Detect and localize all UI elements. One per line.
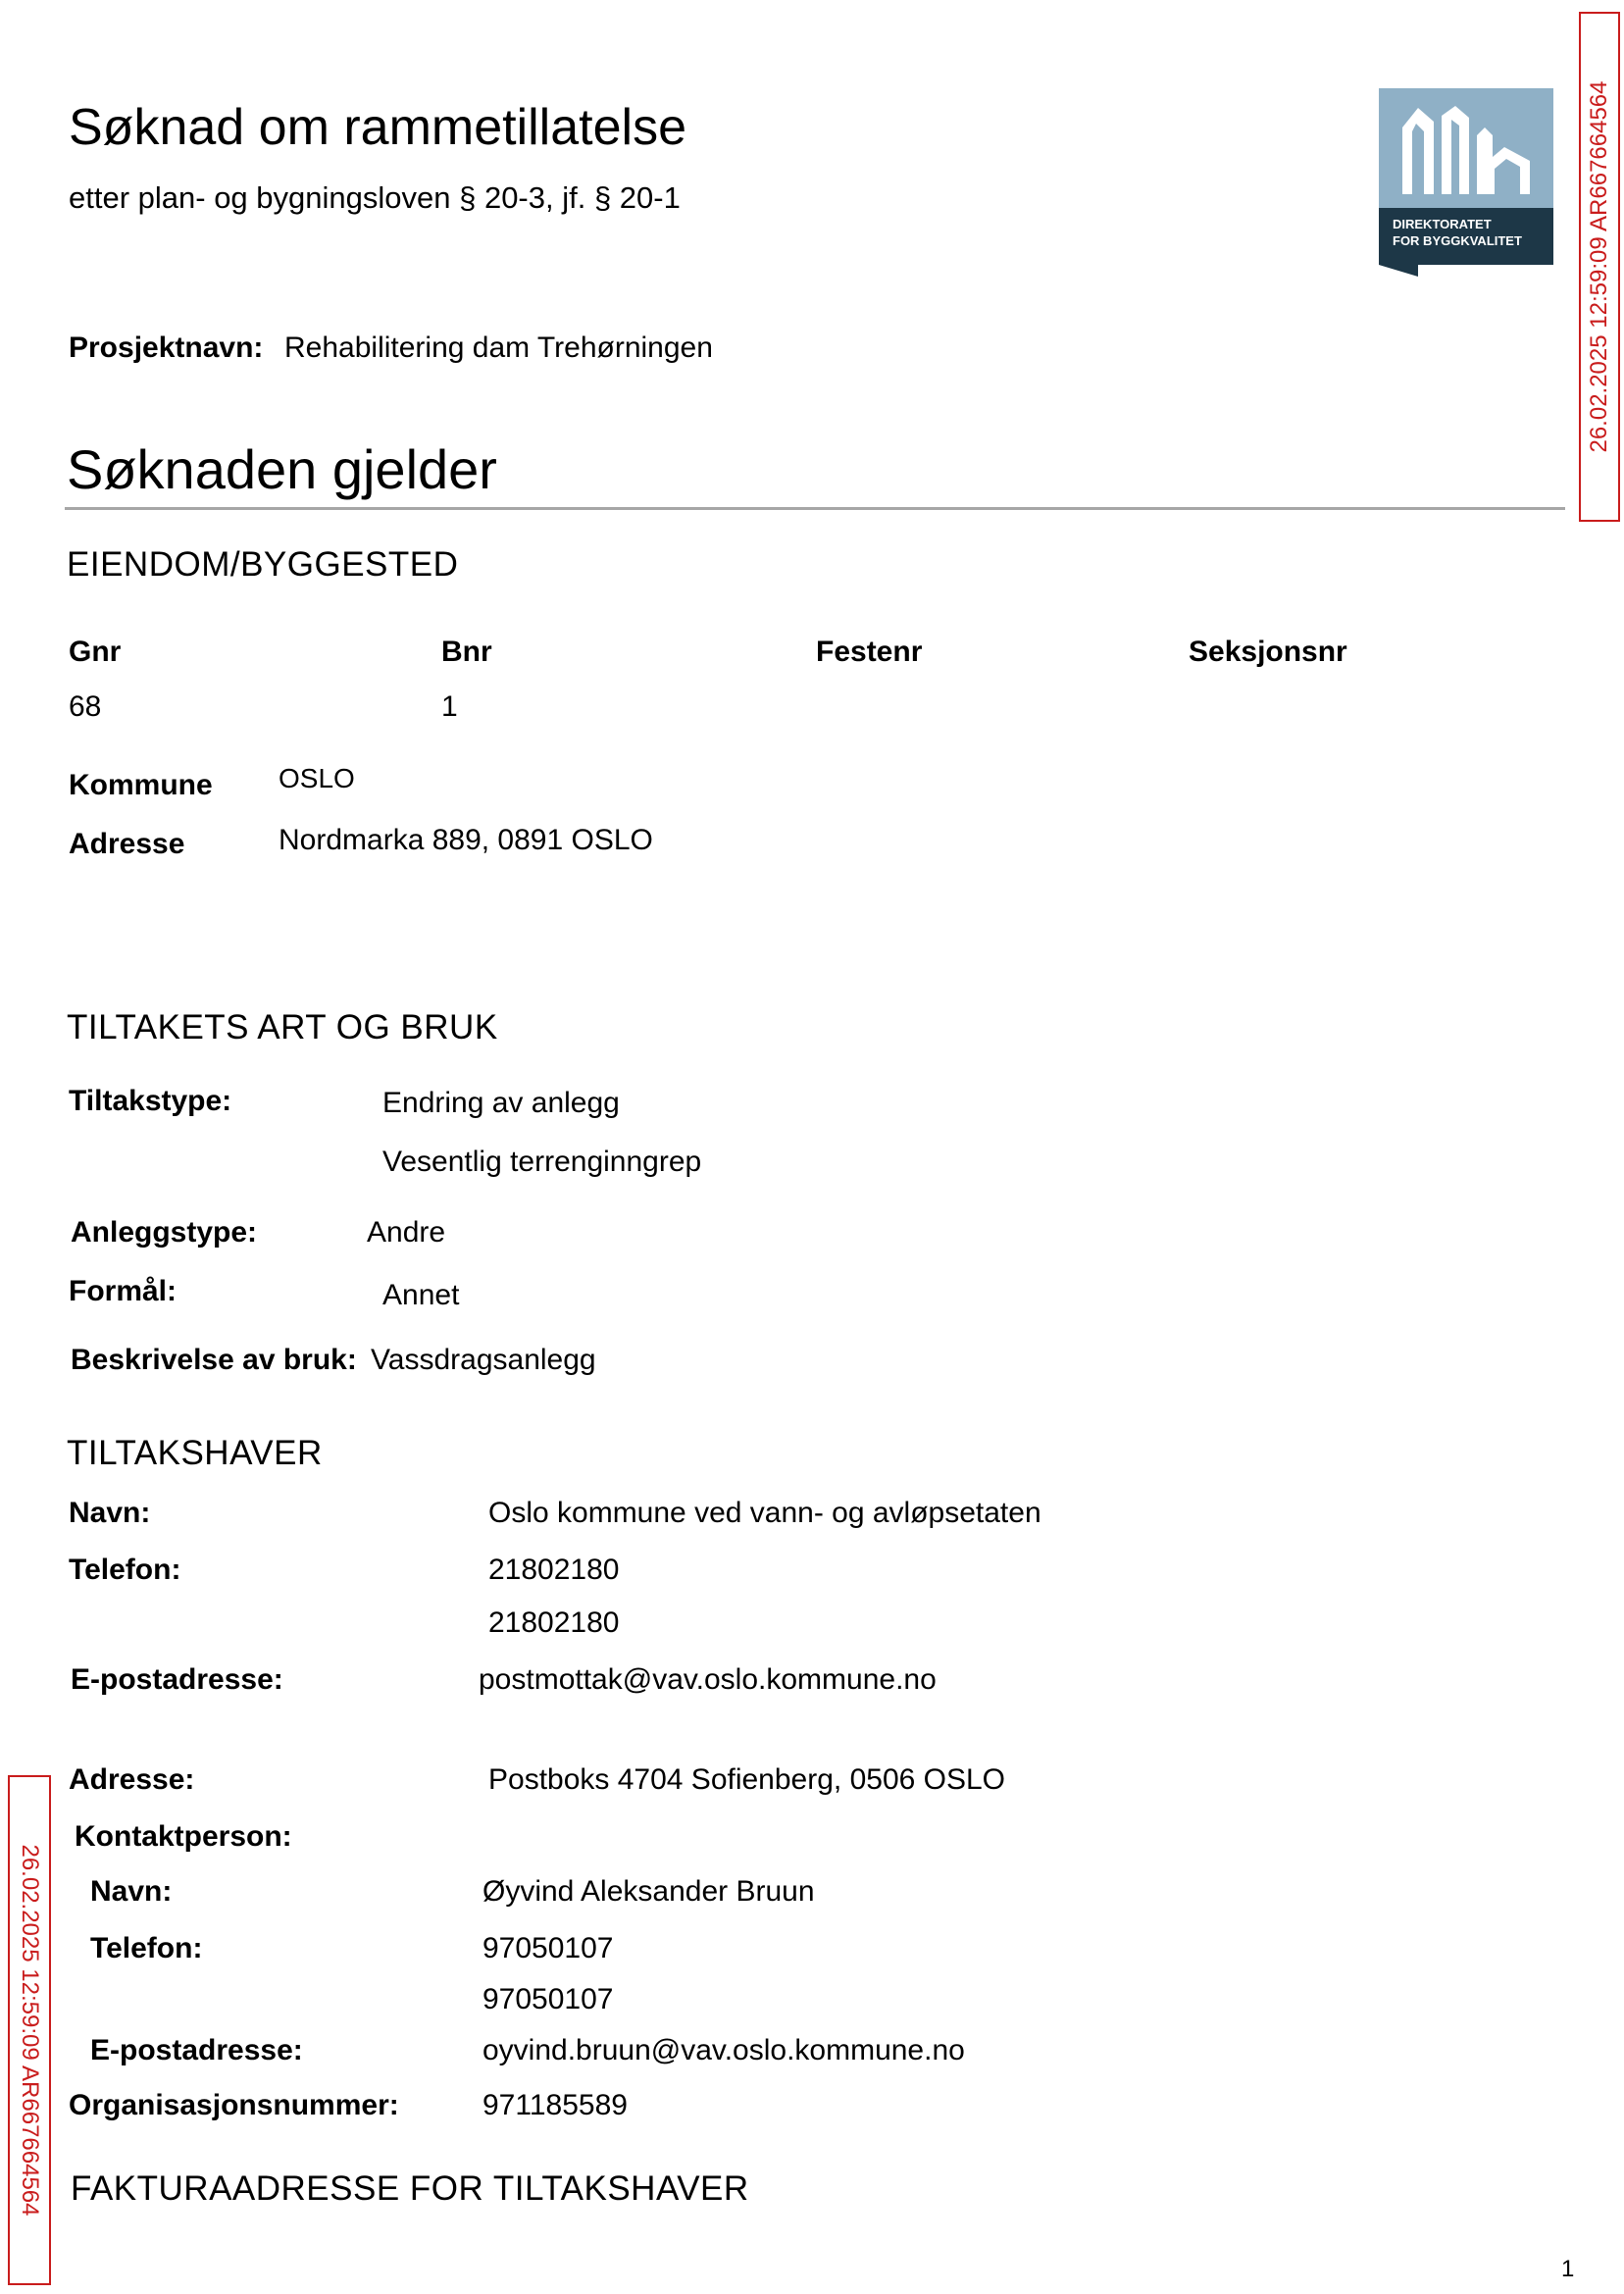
anleggstype-value: Andre <box>367 1216 446 1249</box>
tiltakshaver-adresse-label: Adresse: <box>69 1763 195 1796</box>
dibk-logo <box>1379 88 1553 277</box>
tiltakshaver-epost-value: postmottak@vav.oslo.kommune.no <box>479 1663 937 1696</box>
tiltakshaver-telefon-value-1: 21802180 <box>488 1554 620 1586</box>
kommune-value: OSLO <box>279 763 355 793</box>
org-value: 971185589 <box>482 2089 628 2121</box>
tiltak-heading: TILTAKETS ART OG BRUK <box>67 1008 498 1046</box>
tiltakstype-value-1: Endring av anlegg <box>382 1087 620 1119</box>
kontakt-navn-label: Navn: <box>90 1875 173 1908</box>
tiltakshaver-adresse-value: Postboks 4704 Sofienberg, 0506 OSLO <box>488 1763 1006 1796</box>
tiltakstype-value-2: Vesentlig terrenginngrep <box>382 1146 702 1178</box>
project-value: Rehabilitering dam Trehørningen <box>284 331 713 364</box>
date-stamp-left <box>8 1775 51 2285</box>
tiltakstype-label: Tiltakstype: <box>69 1085 232 1117</box>
date-stamp-top <box>1579 12 1620 522</box>
seksjonsnr-label: Seksjonsnr <box>1189 636 1347 668</box>
faktura-heading: FAKTURAADRESSE FOR TILTAKSHAVER <box>71 2169 749 2208</box>
page-number: 1 <box>1561 2256 1575 2282</box>
kontakt-telefon-label: Telefon: <box>90 1932 203 1964</box>
formal-value: Annet <box>382 1279 460 1311</box>
tiltakshaver-epost-label: E-postadresse: <box>71 1663 283 1696</box>
section-heading: Søknaden gjelder <box>67 438 497 500</box>
bnr-label: Bnr <box>441 636 492 668</box>
beskrivelse-value: Vassdragsanlegg <box>371 1344 596 1376</box>
document-subtitle: etter plan- og bygningsloven § 20-3, jf. § 20-1 <box>69 180 681 215</box>
tiltakshaver-telefon-label: Telefon: <box>69 1554 181 1586</box>
kommune-label: Kommune <box>69 769 213 801</box>
section-rule <box>65 507 1565 510</box>
dibk-logo-graphic <box>1379 88 1553 277</box>
document-title: Søknad om rammetillatelse <box>69 99 686 156</box>
tiltakshaver-navn-label: Navn: <box>69 1497 151 1529</box>
tiltakshaver-telefon-value-2: 21802180 <box>488 1606 620 1639</box>
stamp-text-top: 26.02.2025 12:59:09 AR667664564 <box>1586 80 1612 453</box>
formal-label: Formål: <box>69 1275 178 1307</box>
kontakt-telefon-value-2: 97050107 <box>482 1983 614 2015</box>
tiltakshaver-navn-value: Oslo kommune ved vann- og avløpsetaten <box>488 1497 1041 1529</box>
gnr-label: Gnr <box>69 636 122 668</box>
tiltakshaver-heading: TILTAKSHAVER <box>67 1434 323 1472</box>
project-label: Prosjektnavn: <box>69 331 264 364</box>
kontakt-telefon-value-1: 97050107 <box>482 1932 614 1964</box>
kontaktperson-label: Kontaktperson: <box>75 1820 292 1853</box>
anleggstype-label: Anleggstype: <box>71 1216 258 1249</box>
gnr-value: 68 <box>69 690 102 723</box>
org-label: Organisasjonsnummer: <box>69 2089 399 2121</box>
kontakt-epost-value: oyvind.bruun@vav.oslo.kommune.no <box>482 2034 965 2066</box>
adresse-label: Adresse <box>69 828 185 860</box>
festenr-label: Festenr <box>816 636 923 668</box>
beskrivelse-label: Beskrivelse av bruk: <box>71 1344 357 1376</box>
kontakt-navn-value: Øyvind Aleksander Bruun <box>482 1875 815 1908</box>
logo-text-line2: FOR BYGGKVALITET <box>1393 233 1522 248</box>
bnr-value: 1 <box>441 690 458 723</box>
adresse-value: Nordmarka 889, 0891 OSLO <box>279 824 653 856</box>
logo-text-line1: DIREKTORATET <box>1393 217 1492 231</box>
property-heading: EIENDOM/BYGGESTED <box>67 545 459 584</box>
stamp-text-left: 26.02.2025 12:59:09 AR667664564 <box>17 1844 43 2217</box>
kontakt-epost-label: E-postadresse: <box>90 2034 303 2066</box>
